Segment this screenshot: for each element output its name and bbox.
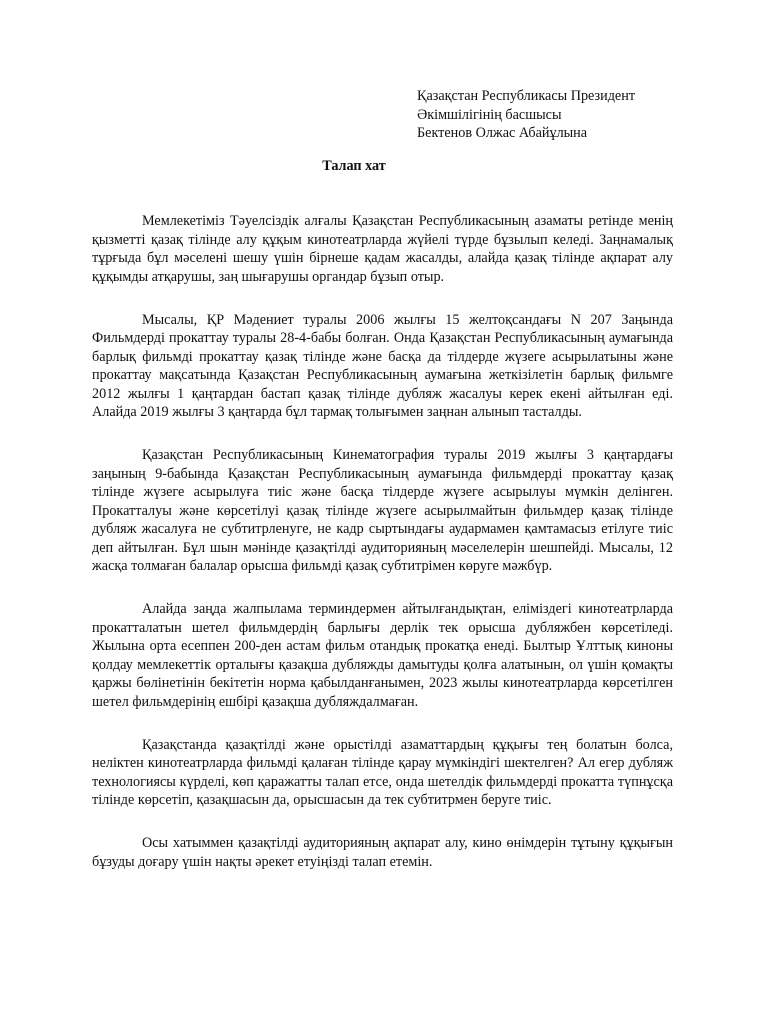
letter-body [92,212,673,896]
addressee-line: Қазақстан Республикасы Президент [417,88,636,104]
addressee-line: Әкімшілігінің басшысы [417,106,562,123]
addressee-line: Бектенов Олжас Абайұлына [417,125,588,141]
body-paragraph: Мемлекетіміз Тәуелсіздік алғалы Қазақстан Республикасының азаматы ретінде менің қызметті қазақ тілінде алу құқым кинотеатрларда жүйелі түрде бұзылып келеді. Заңнамалық тұрғыда бұл мәселені шешу үшін бірнеше қадам жасалды, алайда қазақ тілінде ақпарат алу құқымды атқарушы, заң шығарушы органдар бұзып отыр. [92,213,673,285]
body-paragraph: Қазақстанда қазақтілді және орыстілді азаматтардың құқығы тең болатын болса, неліктен кинотеатрларда фильмді қалаған тілінде қарау мүмкіндігі шектелген? Ал егер дубляж технологиясы күрделі, көп қаражатты талап етсе, онда шетелдік фильмдерді прокатта түпнұсқа тілінде көрсетіп, қазақшасын да, орысшасын да тек субтитрмен беруге тиіс. [92,736,673,808]
addressee-block [417,87,747,143]
body-paragraph: Осы хатыммен қазақтілді аудиторияның ақпарат алу, кино өнімдерін тұтыну құқығын бұзуды доғару үшін нақты әрекет етуіңізді талап етемін. [92,835,673,870]
body-paragraph: Алайда заңда жалпылама терминдермен айтылғандықтан, еліміздегі кинотеатрларда прокатталатын шетел фильмдердің барлығы дерлік тек орысша дубляжбен көрсетіледі. Жылына орта есеппен 200-ден астам фильм отандық прокатқа енеді. Былтыр Ұлттық киноны қолдау мемлекеттік орталығы қазақша дубляжды дамытуды қолға алатынын, ол үшін қомақты қаржы бөлінетінін бекітетін норма қабылданғанымен, 2023 жылы кинотеатрларда көрсетілген шетел фильмдерінің ешбірі қазақша дубляждалмаған. [92,601,673,710]
body-paragraph: Қазақстан Республикасының Кинематография туралы 2019 жылғы 3 қаңтардағы заңының 9-бабында Қазақстан Республикасының аумағында фильмдерді прокаттау қазақ тілінде жүзеге асырылуға тиіс және басқа тілдерде жүзеге асырылуы мүмкін делінген. Прокатталуы және көрсетілуі қазақ тілінде жүзеге асырылмайтын фильмдер қазақ тілінде дубляж жасалуға не субтитрленуге, не кадр сыртындағы аудармамен қамтамасыз етілуге тиіс деп айтылған. Бұл шын мәнінде қазақтілді аудиторияның мәселелерін шешпейді. Мысалы, 12 жасқа толмаған балалар орысша фильмді қазақ субтитрімен көруге мәжбүр. [92,447,673,574]
document-title: Талап хат [322,158,386,174]
body-paragraph: Мысалы, ҚР Мәдениет туралы 2006 жылғы 15 желтоқсандағы N 207 Заңында Фильмдерді прокаттау туралы 28-4-бабы болған. Онда Қазақстан Республикасының аумағында барлық фильмді прокаттау қазақ тілінде және басқа да тілдерде жүзеге асырылатыны және прокаттау мақсатында Қазақстан Республикасының аумағына жеткізілетін барлық фильмге 2012 жылғы 1 қаңтардан бастап қазақ тілінде дубляж жасалуы керек екені айтылған еді. Алайда 2019 жылғы 3 қаңтарда бұл тармақ толығымен заңнан алынып тасталды. [92,311,673,420]
